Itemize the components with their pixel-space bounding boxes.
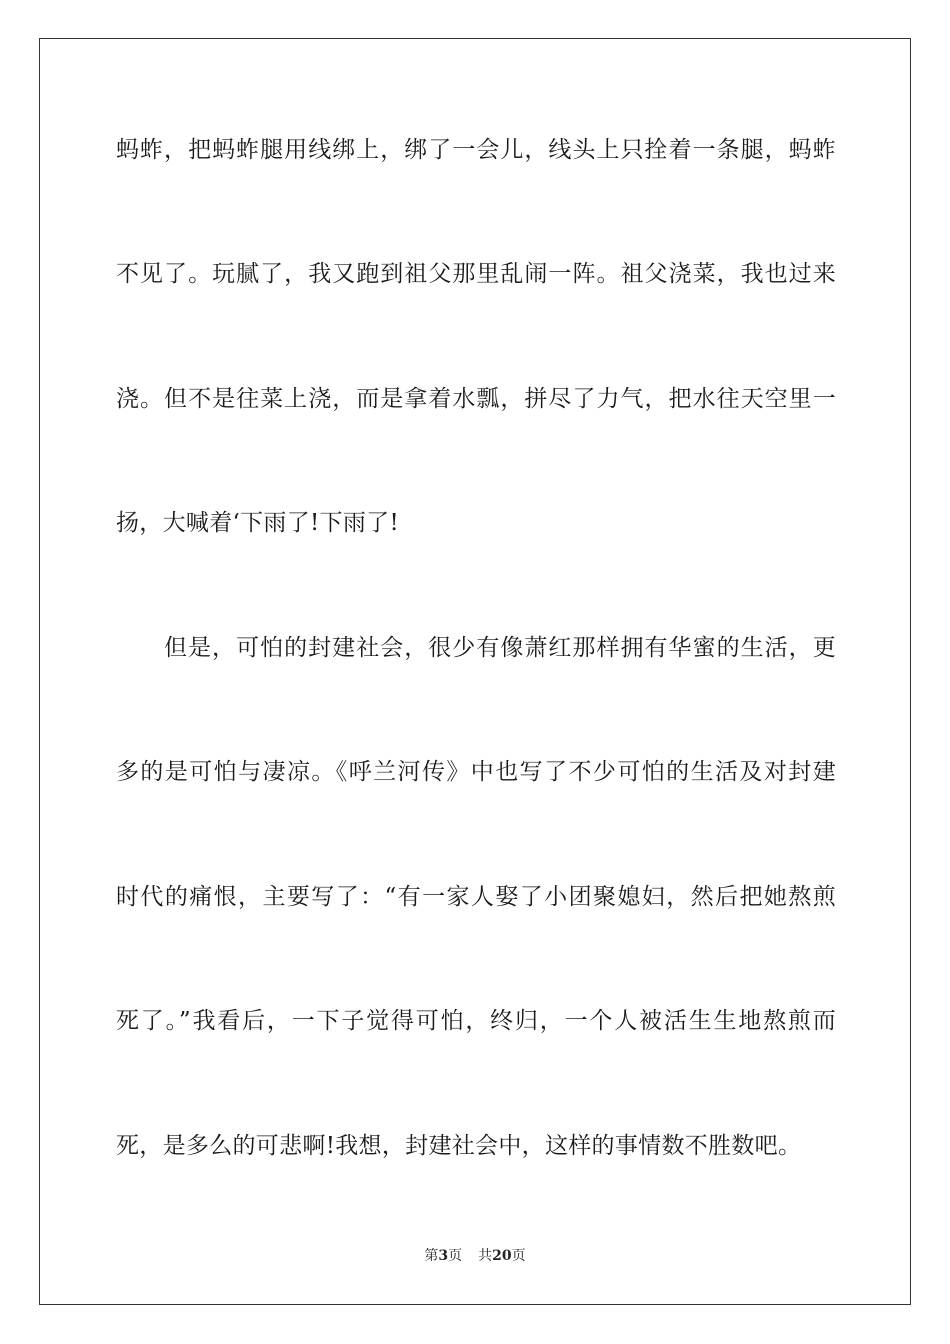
paragraph-start-line: 但是，可怕的封建社会，很少有像萧红那样拥有华蜜的生活，更 (164, 635, 836, 661)
page-prefix: 第 (424, 1248, 439, 1264)
text-line: 浇。但不是往菜上浇，而是拿着水瓢，拼尽了力气，把水往天空里一 (116, 386, 836, 412)
text-line: 多的是可怕与凄凉。《呼兰河传》中也写了不少可怕的生活及对封建 (116, 759, 836, 785)
text-line: 死了。”我看后，一下子觉得可怕，终归，一个人被活生生地熬煎而 (116, 1008, 836, 1034)
text-line: 时代的痛恨，主要写了：“有一家人娶了小团聚媳妇，然后把她熬煎 (116, 884, 836, 910)
page-number: 3 (438, 1248, 449, 1264)
text-line: 不见了。玩腻了，我又跑到祖父那里乱闹一阵。祖父浇菜，我也过来 (116, 261, 836, 287)
page-suffix: 页 (448, 1248, 463, 1264)
text-line: 蚂蚱，把蚂蚱腿用线绑上，绑了一会儿，线头上只拴着一条腿，蚂蚱 (116, 137, 836, 163)
page-border (39, 38, 911, 1305)
total-prefix: 共 (478, 1248, 493, 1264)
total-suffix: 页 (511, 1248, 526, 1264)
text-line: 扬，大喊着‘下雨了!下雨了! (116, 510, 399, 536)
total-pages: 20 (492, 1248, 512, 1264)
page-footer (0, 1247, 950, 1265)
text-line: 死，是多么的可悲啊!我想，封建社会中，这样的事情数不胜数吧。 (116, 1133, 802, 1159)
